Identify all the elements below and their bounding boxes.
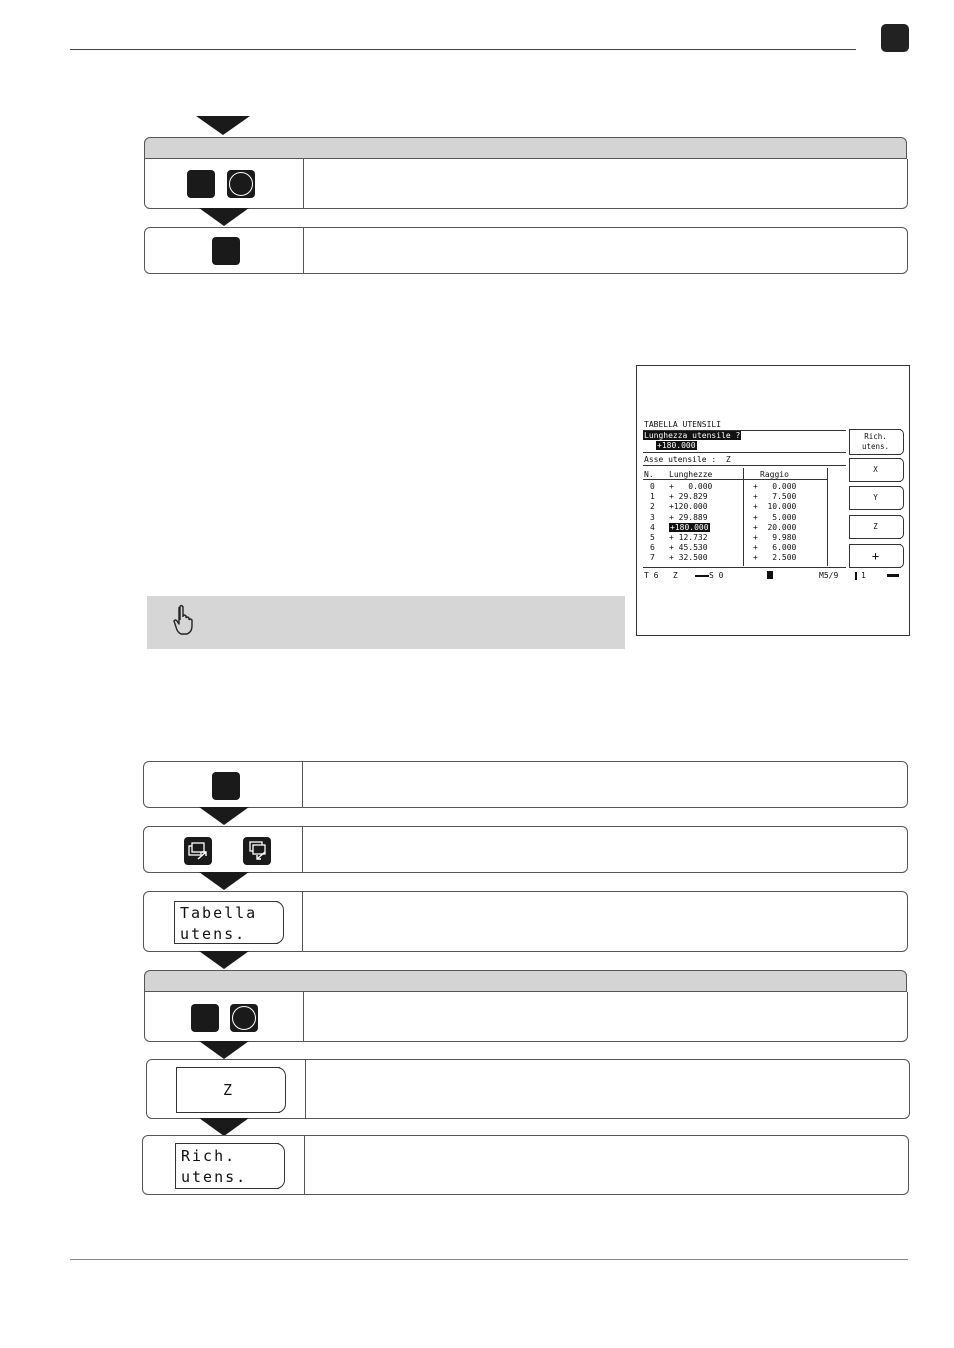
softkey-y[interactable]: Y	[849, 486, 901, 510]
softkey-x[interactable]: X	[849, 458, 901, 482]
step-row	[143, 891, 908, 952]
step-row	[142, 1135, 909, 1195]
softkey-crosshair[interactable]: +	[849, 544, 901, 568]
black-key[interactable]	[212, 237, 240, 265]
status-mfunction: M5/9	[819, 571, 839, 580]
marker-icon	[767, 571, 773, 579]
table-cell-n: 1	[650, 492, 655, 502]
step-row	[143, 761, 908, 808]
step-row	[143, 826, 908, 873]
circle-key[interactable]	[230, 1004, 258, 1032]
softkey-tabella-utens[interactable]: Tabella utens.	[174, 901, 278, 944]
axis-label: Asse utensile : Z	[644, 455, 731, 464]
table-cell-n: 6	[650, 543, 655, 553]
table-cell-n: 5	[650, 533, 655, 542]
screen-prompt: Lunghezza utensile ?	[644, 431, 741, 440]
table-cell-length: + 29.889	[669, 512, 708, 522]
step-row	[144, 159, 908, 209]
black-key[interactable]	[187, 170, 215, 198]
table-cell-radius: + 10.000	[753, 502, 797, 512]
black-key[interactable]	[212, 772, 240, 800]
footer-rule	[70, 1259, 908, 1260]
section-bar	[144, 137, 907, 159]
table-cell-n: 3	[650, 512, 655, 522]
status-tool-number: 1	[861, 571, 866, 580]
table-cell-length: + 0.000	[669, 482, 713, 491]
step-row	[144, 227, 908, 274]
softkey-z[interactable]: Z	[849, 515, 901, 539]
black-key[interactable]	[191, 1004, 219, 1032]
flow-arrow	[196, 116, 250, 135]
softkey-z[interactable]: Z	[176, 1067, 280, 1113]
table-cell-length: +180.000	[670, 522, 709, 532]
chapter-tab	[881, 24, 909, 52]
screen-title: TABELLA UTENSILI	[644, 420, 722, 429]
note-box	[147, 596, 625, 649]
flow-arrow	[199, 1118, 249, 1136]
flow-arrow	[199, 1041, 249, 1059]
section-bar	[144, 970, 907, 992]
flow-arrow	[199, 807, 249, 825]
flow-arrow	[199, 951, 249, 969]
page-down-icon[interactable]	[243, 837, 271, 865]
page-up-icon[interactable]	[184, 837, 212, 865]
step-row	[144, 992, 908, 1042]
table-cell-length: + 45.530	[669, 543, 708, 553]
table-cell-radius: + 20.000	[753, 522, 797, 532]
softkey-rich-utens[interactable]: Rich. utens.	[175, 1143, 279, 1189]
table-cell-radius: + 0.000	[753, 482, 797, 491]
col-length: Lunghezze	[669, 470, 713, 479]
step-row	[146, 1059, 910, 1119]
tool-table-screen	[636, 365, 910, 636]
spindle-icon	[695, 575, 709, 577]
table-cell-length: +120.000	[669, 502, 708, 512]
table-cell-radius: + 5.000	[753, 512, 797, 522]
pointing-hand-icon	[171, 604, 195, 636]
tool-indicator-icon	[855, 572, 857, 580]
table-cell-radius: + 2.500	[753, 553, 797, 563]
table-cell-n: 2	[650, 502, 655, 512]
table-cell-length: + 32.500	[669, 553, 708, 563]
status-tool: T 6 Z	[644, 571, 678, 580]
screen-input: +180.000	[657, 441, 696, 450]
col-n: N.	[644, 470, 654, 479]
table-cell-radius: + 9.980	[753, 533, 797, 542]
circle-key[interactable]	[227, 170, 255, 198]
table-cell-n: 4	[650, 522, 655, 532]
table-cell-n: 7	[650, 553, 655, 563]
table-cell-n: 0	[650, 482, 655, 491]
table-cell-length: + 29.829	[669, 492, 708, 502]
table-cell-length: + 12.732	[669, 533, 708, 542]
header-rule	[70, 49, 856, 50]
flow-arrow	[199, 872, 249, 890]
status-spindle: S 0	[709, 571, 724, 580]
table-cell-radius: + 7.500	[753, 492, 797, 502]
table-cell-radius: + 6.000	[753, 543, 797, 553]
softkey-rich-utens[interactable]: Rich. utens.	[849, 429, 901, 455]
col-radius: Raggio	[760, 470, 789, 479]
battery-icon	[887, 574, 899, 577]
flow-arrow	[199, 208, 249, 226]
